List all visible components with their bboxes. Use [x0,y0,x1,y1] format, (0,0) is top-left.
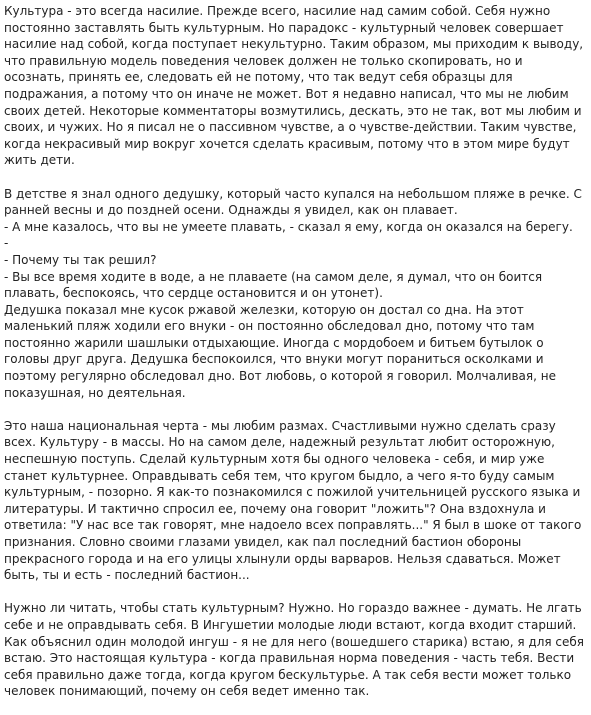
article-body [4,3,586,700]
paragraph-national-trait: Это наша национальная черта - мы любим размах. Счастливыми нужно сделать сразу всех. Культуру - в массы. Но на самом деле, надежный результат любит осторожную, неспешную поступь. Сделай культурным хотя бы одного человека - себя, и мир уже станет культурнее. Оправдывать себя тем, что кругом быдло, а чего я-то буду самым культурным, - позорно. Я как-то познакомился с пожилой учительницей русского языка и литературы. И тактично спросил ее, почему она говорит "ложить"? Она вздохнула и ответила: "У нас все так говорят, мне надоело всех поправлять..." Я был в шоке от такого признания. Словно своими глазами увидел, как пал последний бастион обороны прекрасного города и на его улицы хлынули орды варваров. Нельзя сдаваться. Может быть, ты и есть - последний бастион... [4,418,582,583]
paragraph-gap [4,584,586,601]
paragraph-gap [4,169,586,186]
paragraph-culture-violence: Культура - это всегда насилие. Прежде всего, насилие над самим собой. Себя нужно постоянно заставлять быть культурным. Но парадокс - культурный человек совершает насилие над собой, когда поступает некультурно. Таким образом, мы приходим к выводу, что правильную модель поведения человек должен не только скопировать, но и осознать, принять ее, следовать ей не потому, что так ведут себя образцы для подражания, а потому что он иначе не может. Вот я недавно написал, что мы не любим своих детей. Некоторые комментаторы возмутились, дескать, это не так, вот мы любим и своих, и чужих. Но я писал не о пассивном чувстве, а о чувстве-действии. Таким чувстве, когда некрасивый мир вокруг хочется сделать красивым, потому что в этом мире будут жить дети. [4,4,584,168]
paragraph-gap [4,401,586,418]
dialogue-line: - [4,236,9,251]
paragraph-grandfather-story: Дедушка показал мне кусок ржавой железки, которую он достал со дна. На этот маленький пляж ходили его внуки - он постоянно обследовал дно, потому что там постоянно жарили шашлыки отдыхающие. Иногда с мордобоем и битьем бутылок о головы друг друга. Дедушка беспокоился, что внуки могут пораниться осколками и поэтому регулярно обследовал дно. Вот любовь, о которой я говорил. Молчаливая, не показушная, но деятельная. [4,302,556,400]
dialogue-line: - А мне казалось, что вы не умеете плавать, - сказал я ему, когда он оказался на берегу. [4,219,573,234]
dialogue-line: - Вы все время ходите в воде, а не плаваете (на самом деле, я думал, что он боится плавать, беспокоясь, что сердце остановится и он утонет). [4,269,543,301]
paragraph-reading-thinking: Нужно ли читать, чтобы стать культурным? Нужно. Но гораздо важнее - думать. Не лгать себе и не оправдывать себя. В Ингушетии молодые люди встают, когда входит старший. Как объяснил один молодой ингуш - я не для него (вошедшего старика) встаю, я для себя встаю. Это настоящая культура - когда правильная норма поведения - часть тебя. Вести себя правильно даже тогда, когда кругом бескультурье. А так себя вести может только человек понимающий, почему он себя ведет именно так. [4,601,585,699]
paragraph-grandfather-intro: В детстве я знал одного дедушку, который часто купался на небольшом пляже в речке. С ранней весны и до поздней осени. Однажды я увидел, как он плавает. [4,186,582,218]
dialogue-line: - Почему ты так решил? [4,252,157,267]
